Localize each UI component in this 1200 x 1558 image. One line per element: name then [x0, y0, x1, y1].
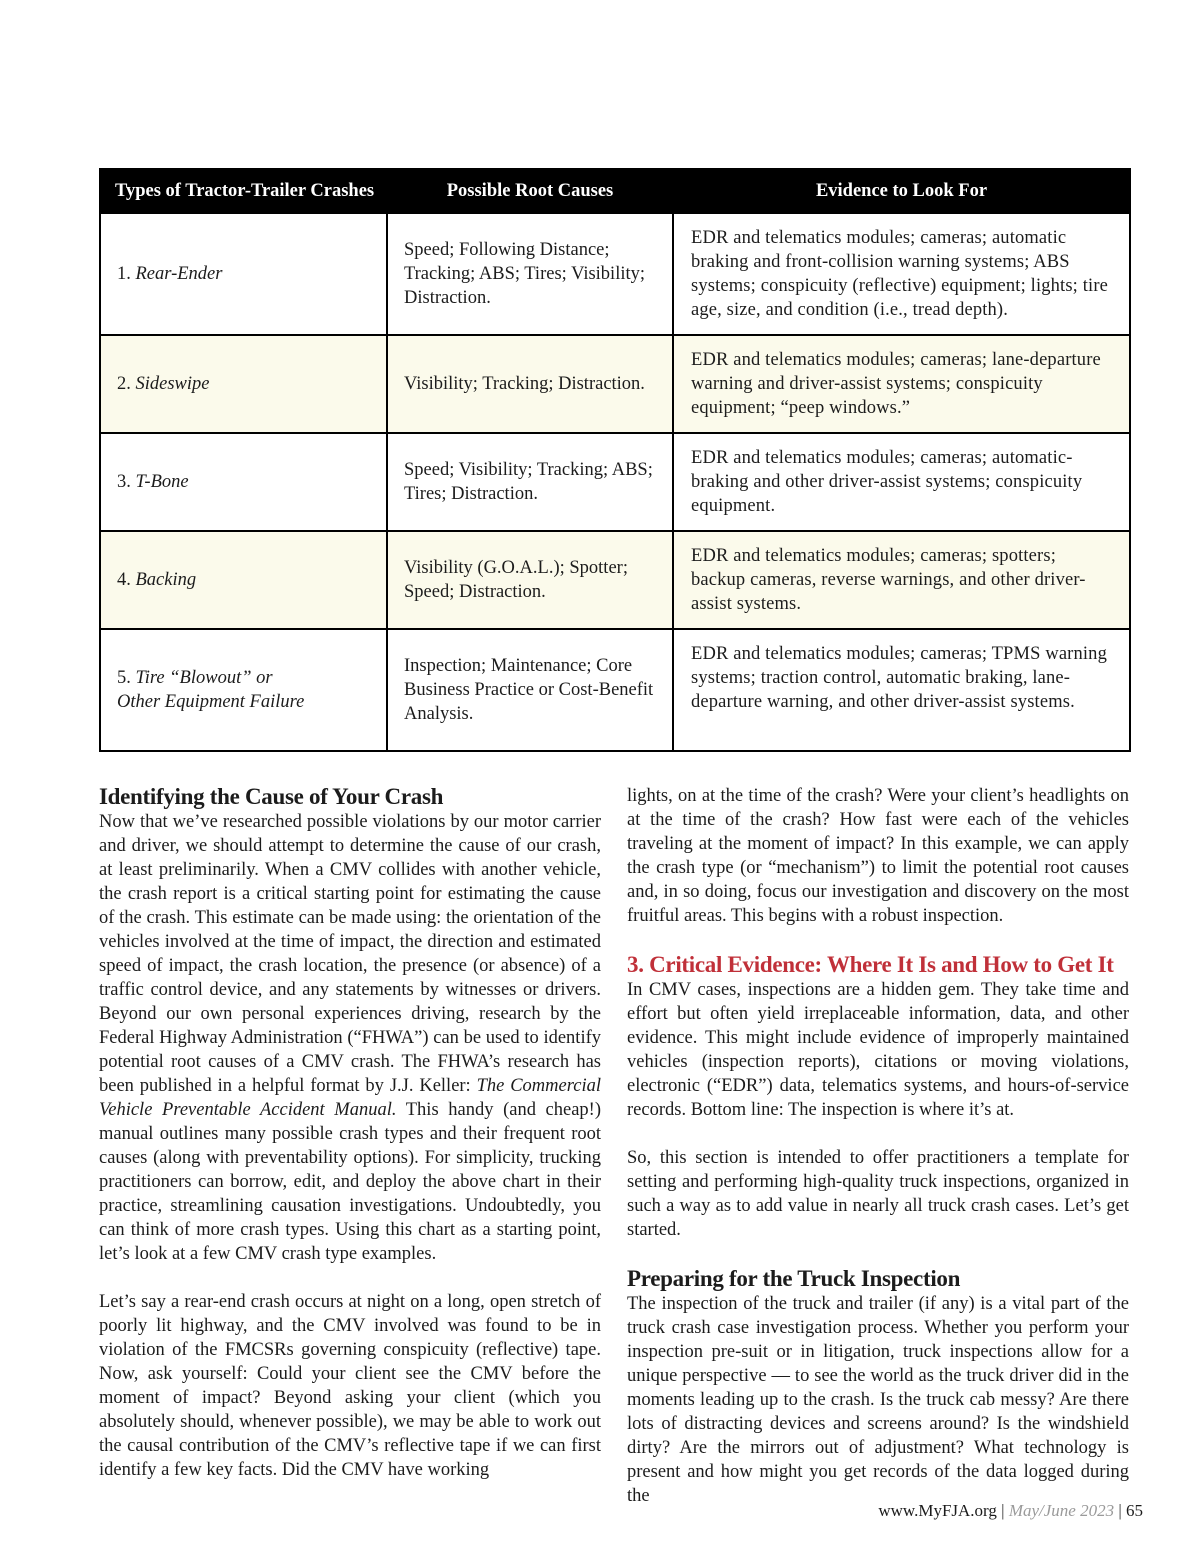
- crash-type-cell: 2. Sideswipe: [100, 335, 387, 433]
- crash-type-cell: 4. Backing: [100, 531, 387, 629]
- table-row: [100, 433, 1130, 531]
- crash-type-name: Rear-Ender: [135, 264, 223, 284]
- evidence-cell: EDR and telematics modules; cameras; TPMS warning systems; traction control, automatic braking, lane-departure warning, and other driver-assist systems.: [673, 629, 1130, 751]
- footer-issue: May/June 2023: [1008, 1501, 1115, 1520]
- crash-type-cell: 1. Rear-Ender: [100, 213, 387, 335]
- header-crash-types: Types of Tractor-Trailer Crashes: [100, 169, 387, 213]
- evidence-cell: EDR and telematics modules; cameras; spotters; backup cameras, reverse warnings, and other driver-assist systems.: [673, 531, 1130, 629]
- paragraph: In CMV cases, inspections are a hidden gem. They take time and effort but often yield irreplaceable information, data, and other evidence. This might include evidence of improperly maintained vehicles (inspection reports), citations or moving violations, electronic (“EDR”) data, telematics systems, and hours-of-service records. Bottom line: The inspection is where it’s at.: [627, 980, 1129, 1120]
- evidence-cell: EDR and telematics modules; cameras; automatic braking and front-collision warning systems; ABS systems; conspicuity (reflective) equipment; lights; tire age, size, and condition (i.e., tread depth).: [673, 213, 1130, 335]
- section-heading-critical-evidence: 3. Critical Evidence: Where It Is and How to Get It: [627, 952, 1114, 977]
- left-column: [99, 784, 601, 1482]
- paragraph: Let’s say a rear-end crash occurs at night on a long, open stretch of poorly lit highway, and the CMV involved was found to be in violation of the FMCSRs governing conspicuity (reflective) tape. Now, ask yourself: Could your client see the CMV before the moment of impact? Beyond asking your client (which you absolutely should, whenever possible), we may be able to work out the causal contribution of the CMV’s reflective tape if we can first identify a few key facts. Did the CMV have working: [99, 1292, 601, 1480]
- header-root-causes: Possible Root Causes: [387, 169, 673, 213]
- root-causes-cell: Inspection; Maintenance; Core Business Practice or Cost-Benefit Analysis.: [387, 629, 673, 751]
- root-causes-cell: Speed; Visibility; Tracking; ABS; Tires; Distraction.: [387, 433, 673, 531]
- crash-type-name: T-Bone: [135, 472, 189, 492]
- right-column: [627, 784, 1129, 1508]
- header-evidence: Evidence to Look For: [673, 169, 1130, 213]
- crash-type-name: Sideswipe: [135, 374, 210, 394]
- table-header-row: [100, 169, 1130, 213]
- paragraph: So, this section is intended to offer practitioners a template for setting and performing high-quality truck inspections, organized in such a way as to add value in nearly all truck crash cases. Let’s get started.: [627, 1148, 1129, 1240]
- page-footer: [878, 1499, 1143, 1523]
- evidence-cell: EDR and telematics modules; cameras; automatic-braking and other driver-assist systems; conspicuity equipment.: [673, 433, 1130, 531]
- table-row: [100, 531, 1130, 629]
- footer-site-link[interactable]: www.MyFJA.org: [878, 1501, 997, 1520]
- book-title: The Commercial Vehicle Preventable Accident Manual.: [99, 1076, 601, 1120]
- subheading-preparing-inspection: Preparing for the Truck Inspection: [627, 1266, 961, 1291]
- page-number: 65: [1126, 1501, 1143, 1520]
- root-causes-cell: Visibility; Tracking; Distraction.: [387, 335, 673, 433]
- crash-type-cell: 3. T-Bone: [100, 433, 387, 531]
- crash-type-name: Tire “Blowout” or: [135, 668, 273, 688]
- paragraph: Now that we’ve researched possible violations by our motor carrier and driver, we should attempt to determine the cause of our crash, at least preliminarily. When a CMV collides with another vehicle, the crash report is a critical starting point for estimating the cause of the crash. This estimate can be made using: the orientation of the vehicles involved at the time of impact, the direction and estimated speed of impact, the crash location, the presence (or absence) of a traffic control device, and any statements by witnesses or drivers. Beyond our own personal experiences driving, research by the Federal Highway Administration (“FHWA”) can be used to identify potential root causes of a CMV crash. The FHWA’s research has been published in a helpful format by J.J. Keller: The Commercial Vehicle Preventable Accident Manual. This handy (and cheap!) manual outlines many possible crash types and their frequent root causes (along with preventability options). For simplicity, trucking practitioners can borrow, edit, and deploy the above chart in their practice, streamlining causation investigations. Undoubtedly, you can think of more crash types. Using this chart as a starting point, let’s look at a few CMV crash type examples.: [99, 812, 601, 1264]
- evidence-cell: EDR and telematics modules; cameras; lane-departure warning and driver-assist systems; conspicuity equipment; “peep windows.”: [673, 335, 1130, 433]
- paragraph: The inspection of the truck and trailer (if any) is a vital part of the truck crash case investigation process. Whether you perform your inspection pre-suit or in litigation, truck inspections allow for a unique perspective — to see the world as the truck driver did in the moments leading up to the crash. Is the truck cab messy? Are there lots of distracting devices and screens around? Is the windshield dirty? Are the mirrors out of adjustment? What technology is present and how might you get records of the data logged during the: [627, 1294, 1129, 1506]
- table-row: [100, 335, 1130, 433]
- root-causes-cell: Visibility (G.O.A.L.); Spotter; Speed; Distraction.: [387, 531, 673, 629]
- table-row: [100, 213, 1130, 335]
- paragraph: lights, on at the time of the crash? Were your client’s headlights on at the time of the crash? How fast were each of the vehicles traveling at the moment of impact? In this example, we can apply the crash type (or “mechanism”) to limit the potential root causes and, in so doing, focus our investigation and discovery on the most fruitful areas. This begins with a robust inspection.: [627, 786, 1129, 926]
- footer-separator: |: [1001, 1501, 1005, 1520]
- crash-types-table: [99, 168, 1131, 752]
- crash-type-name: Backing: [135, 570, 197, 590]
- table-row: [100, 629, 1130, 751]
- section-heading-identifying-cause: Identifying the Cause of Your Crash: [99, 784, 444, 809]
- crash-type-cell: 5. Tire “Blowout” or Other Equipment Failure: [100, 629, 387, 751]
- footer-separator: |: [1118, 1501, 1122, 1520]
- root-causes-cell: Speed; Following Distance; Tracking; ABS; Tires; Visibility; Distraction.: [387, 213, 673, 335]
- crash-type-name-line2: Other Equipment Failure: [117, 692, 305, 712]
